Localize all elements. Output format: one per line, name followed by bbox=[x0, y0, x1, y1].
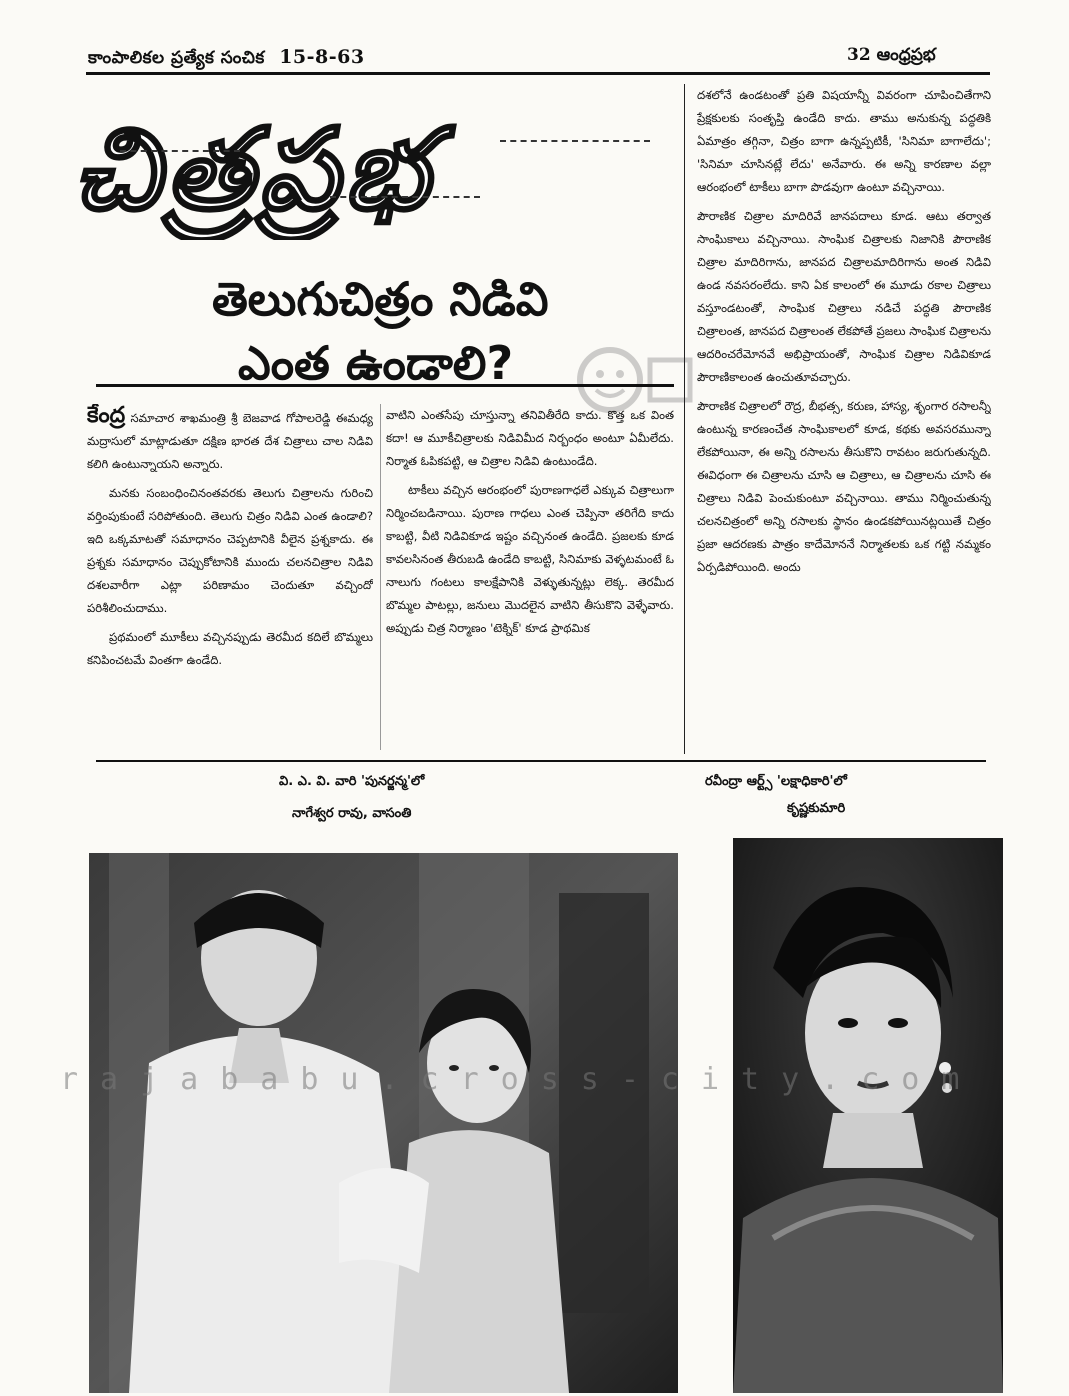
film-still-illustration bbox=[89, 853, 678, 1393]
paragraph: పౌరాణిక చిత్రాలలో రౌద్ర, బీభత్స, కరుణ, హాస్య, శృంగార రసాలన్నీ ఉంటున్న కారణంచేత సాంఘికాలలో కూడ, కథకు అవసరమున్నా లేకపోయినా, ఈ అన్ని రసాలను తీసుకొని రావటం జరుగుతున్నది. ఈవిధంగా ఈ చిత్రాలను చూసి ఆ చిత్రాలు, ఆ చిత్రాలను చూసి ఈ చిత్రాలు నిడివి పెంచుకుంటూ వచ్చినాయి. తాము నిర్మించుతున్న చలనచిత్రంలో అన్ని రసాలకు స్థానం ఉండకపోయినట్లయితే చిత్రం ప్రజా ఆదరణకు పాత్రం కాదేమోననే నిర్మాతలకు ఒక గట్టి నమ్మకం ఏర్పడిపోయింది. అందు bbox=[697, 399, 991, 574]
column-divider bbox=[380, 404, 381, 750]
paragraph: వాటిని ఎంతసేపు చూస్తున్నా తనివితీరేది కాదు. కొత్త ఒక వింత కదా! ఆ మూకీచిత్రాలకు నిడివిమీద నిర్బంధం అంటూ ఏమీలేదు. నిర్మాత ఓపికపట్టి, ఆ చిత్రాల నిడివి ఉంటుండేది. bbox=[386, 408, 674, 468]
paragraph: పౌరాణిక చిత్రాల మాదిరివే జానపదాలు కూడ. ఆటు తర్వాత సాంఘికాలు వచ్చినాయి. సాంఘిక చిత్రాలకు నిజానికి పౌరాణిక చిత్రాల మాదిరిగాను, జానపద చిత్రాలమాదిరిగాను అంత నిడివి ఉండ నవసరంలేదు. కాని ఏక కాలంలో ఈ మూడు రకాల చిత్రాలు వస్తూండటంతో, సాంఘిక చిత్రాలు నడిచే పద్ధతి పౌరాణిక చిత్రాలంత, జానపద చిత్రాలంత లేకపోతే ప్రజలు సాంఘిక చిత్రాలను ఆదరించరేమోనవే అభిప్రాయంతో, సాంఘిక చిత్రాల నిడివికూడ పౌరాణికాలంత ఉంచుతూవచ్చారు. bbox=[697, 209, 991, 384]
paragraph: ప్రథమంలో మూకీలు వచ్చినప్పుడు తెరమీద కదిలే బొమ్మలు కనిపించటమే వింతగా ఉండేది. bbox=[87, 630, 373, 667]
paragraph-text: సమాచార శాఖమంత్రి శ్రీ బెజవాడ గోపాలరెడ్డి ఈమధ్య మద్రాసులో మాట్లాడుతూ దక్షిణ భారత దేశ చిత్రాలు చాల నిడివి కలిగి ఉంటున్నాయని అన్నారు. bbox=[87, 411, 373, 471]
headline-line-2: ఎంత ఉండాలి? bbox=[238, 336, 514, 390]
header-rule bbox=[86, 72, 990, 75]
article-column-2 bbox=[386, 404, 674, 752]
paragraph: దశలోనే ఉండటంతో ప్రతి విషయాన్నీ వివరంగా చూపించితేగాని ప్రేక్షకులకు సంతృప్తి ఉండేది కాదు. తాము అనుకున్న పద్ధతికి ఏమాత్రం తగ్గినా, చిత్రం బాగా ఉన్నప్పటికీ, 'సినిమా బాగాలేదు'; 'సినిమా చూసినట్లే లేదు' అనేవారు. ఈ అన్ని కారణాల వల్లా ఆరంభంలో టాకీలు బాగా పొడవుగా ఉంటూ వచ్చినాయి. bbox=[697, 88, 991, 194]
masthead-stitch bbox=[330, 196, 480, 198]
dropcap: కేంద్ర bbox=[87, 404, 126, 428]
issue-title: కాంపాలికల ప్రత్యేక సంచిక bbox=[88, 48, 265, 68]
article-column-1 bbox=[87, 404, 373, 752]
photo-caption-left-title: వి. ఎ. వి. వారి 'పునర్జన్మ'లో bbox=[279, 774, 425, 789]
issue-date: 15-8-63 bbox=[279, 46, 365, 68]
page-number-publication: 32 ఆంధ్రప్రభ bbox=[847, 45, 936, 65]
section-rule bbox=[96, 760, 986, 762]
issue-label bbox=[88, 46, 365, 72]
masthead-stitch bbox=[120, 150, 240, 152]
photo-caption-left-names: నాగేశ్వర రావు, వాసంతి bbox=[292, 806, 412, 821]
photo-caption-right-name: కృష్ణకుమారి bbox=[787, 801, 846, 816]
article-column-3 bbox=[697, 84, 991, 754]
headline-line-1: తెలుగుచిత్రం నిడివి bbox=[212, 272, 549, 326]
watermark-text: rajababu.cross-city.com bbox=[60, 1062, 982, 1097]
photo-caption-right-title: రవీంద్రా ఆర్ట్స్ 'లక్షాధికారి'లో bbox=[705, 774, 847, 789]
paragraph bbox=[87, 404, 373, 476]
paragraph: టాకీలు వచ్చిన ఆరంభంలో పురాణగాధలే ఎక్కువ చిత్రాలుగా నిర్మించబడినాయి. పురాణ గాధలు ఎంత చెప్పినా తరిగేది కాదు కాబట్టి, వీటి నిడివికూడ ఇష్టం వచ్చినంత ఉండేది. ప్రజలకు కూడ కావలసినంత తీరుబడి ఉండేది కాబట్టి, సినిమాకు వెళ్ళటమంటే ఓ నాలుగు గంటలు కాలక్షేపానికి వెళ్ళుతున్నట్లు లెక్క. తెరమీద బొమ్మల పాటల్లు, జనులు మొదలైన వాటిని తీసుకొని వెళ్ళేవారు. అప్పుడు చిత్ర నిర్మాణం 'టెక్నిక్' కూడ ప్రాథమిక bbox=[386, 483, 674, 635]
masthead-title: చిత్రప్రభ bbox=[74, 104, 435, 235]
film-still-lakshadhikari bbox=[733, 838, 1003, 1393]
paragraph: మనకు సంబంధించినంతవరకు తెలుగు చిత్రాలను గురించి వర్తింపుకుంటే సరిపోతుంది. తెలుగు చిత్రం నిడివి ఎంత ఉండాలి? ఇది ఒక్కమాటతో సమాధానం చెప్పటానికి వీలైన ప్రశ్నకాదు. ఈ ప్రశ్నకు సమాధానం చెప్పుకోటానికి ముందు చలనచిత్రాల నిడివి దశలవారీగా ఎట్లా పరిణామం చెందుతూ వచ్చిందో పరిశీలించుదాము. bbox=[87, 486, 373, 615]
column-divider bbox=[684, 84, 685, 754]
portrait-illustration bbox=[733, 838, 1003, 1393]
film-still-punarjanma bbox=[89, 853, 678, 1393]
masthead-stitch bbox=[500, 140, 650, 142]
headline-rule bbox=[96, 384, 674, 387]
